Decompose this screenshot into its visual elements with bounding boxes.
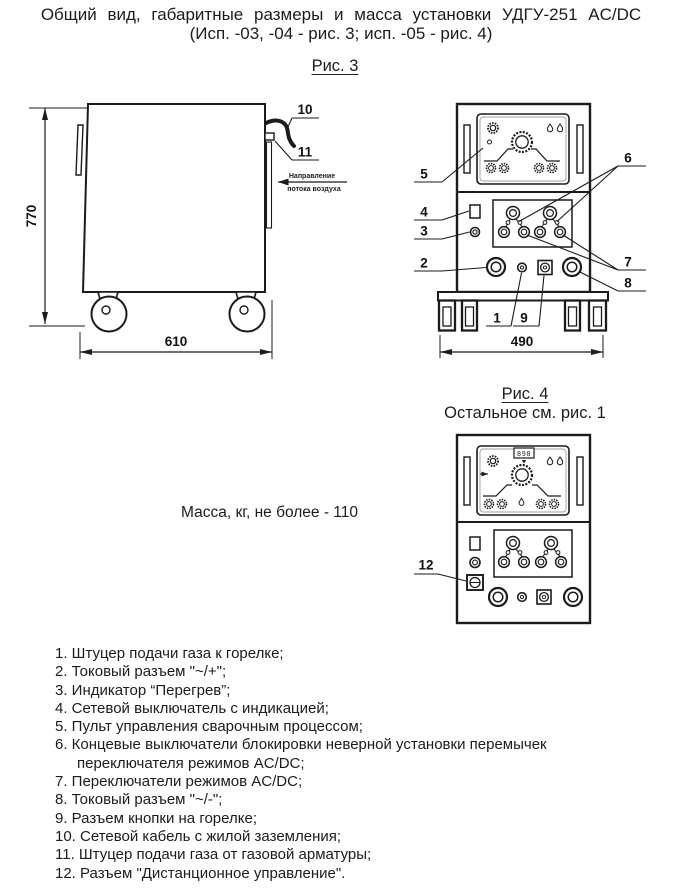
page-subtitle: (Исп. -03, -04 - рис. 3; исп. -05 - рис. 4): [189, 24, 493, 43]
side-handle: [76, 125, 83, 175]
callout-1-label: 1: [493, 310, 501, 326]
mode-switch-block: [493, 200, 572, 247]
callout-4-label: 4: [420, 204, 428, 220]
cabinet-side-outline: [76, 104, 265, 292]
fig3-caption: Рис. 3: [311, 57, 359, 75]
base-plate: [438, 292, 608, 301]
caster-wheel-right: [230, 292, 265, 332]
parts-list-item: 4. Сетевой выключатель с индикацией;: [55, 699, 329, 717]
callout-3-label: 3: [420, 223, 428, 239]
parts-list-item: 12. Разъем "Дистанционное управление".: [55, 864, 346, 882]
callout-11: [275, 141, 319, 160]
callout-11-label: 11: [297, 144, 313, 160]
parts-list: [55, 645, 650, 883]
rear-vent-strip: [267, 142, 272, 228]
control-panel-5: [477, 114, 569, 184]
parts-list-item: 1. Штуцер подачи газа к горелке;: [55, 645, 284, 662]
parts-list-item: 6. Концевые выключатели блокировки неверной установки перемычек: [55, 736, 547, 754]
callout-6-label: 6: [624, 150, 632, 166]
fig3-front-view-drawing: [400, 85, 682, 367]
fig4-caption: Рис. 4: [501, 385, 549, 403]
torch-button-connector-9: [538, 261, 552, 275]
handle-slot-left: [464, 457, 470, 505]
mains-switch-4: [470, 205, 480, 218]
callout-8-label: 8: [624, 275, 632, 291]
mains-switch: [470, 537, 480, 550]
parts-list-item: 8. Токовый разъем "~/-";: [55, 791, 223, 809]
parts-list-item: 7. Переключатели режимов AC/DC;: [55, 773, 303, 791]
airflow-label-line1: Направление: [288, 173, 336, 180]
fig4-note: Остальное см. рис. 1: [444, 404, 606, 422]
airflow-annotation: [278, 173, 347, 193]
parts-list-item: 2. Токовый разъем "~/+";: [55, 663, 227, 681]
handle-slot-right: [577, 125, 583, 173]
front-width-dim-label: 490: [510, 334, 534, 349]
parts-list-item: 9. Разъем кнопки на горелке;: [55, 809, 257, 827]
callout-12-label: 12: [418, 557, 434, 573]
control-panel: [477, 446, 569, 515]
callout-2-label: 2: [420, 255, 428, 271]
callout-9-label: 9: [520, 310, 528, 326]
mass-note: Масса, кг, не более - 110: [181, 504, 359, 521]
height-dim-label: 770: [24, 204, 39, 228]
remote-control-connector-12: [467, 575, 483, 590]
width-dim-label: 610: [164, 334, 188, 349]
mode-switch-block: [494, 530, 572, 577]
airflow-label-line2: потока воздуха: [287, 186, 341, 193]
parts-list-item: 3. Индикатор “Перегрев”;: [55, 681, 231, 699]
display-value: 898: [516, 450, 532, 458]
parts-list-item: 11. Штуцер подачи газа от газовой арматуры;: [55, 846, 372, 864]
front-width-dimension: [440, 334, 603, 358]
page-title: Общий вид, габаритные размеры и масса установки УДГУ-251 AC/DC: [40, 5, 642, 24]
parts-list-item: 5. Пульт управления сварочным процессом;: [55, 718, 363, 736]
gas-inlet-fitting-11: [265, 133, 274, 140]
parts-list-item: 10. Сетевой кабель с жилой заземления;: [55, 827, 342, 845]
handle-slot-right: [577, 457, 583, 505]
callout-7-label: 7: [624, 254, 632, 270]
callout-5-label: 5: [420, 166, 428, 182]
parts-list-item-continuation: переключателя режимов AC/DC;: [77, 754, 305, 772]
callout-10-label: 10: [297, 102, 313, 117]
callout-10: [287, 102, 319, 129]
fig3-side-view-drawing: [15, 88, 360, 370]
handle-slot-left: [464, 125, 470, 173]
caster-wheel-left: [92, 292, 127, 332]
fig4-front-view-drawing: [400, 428, 682, 633]
torch-button-connector: [537, 590, 551, 604]
